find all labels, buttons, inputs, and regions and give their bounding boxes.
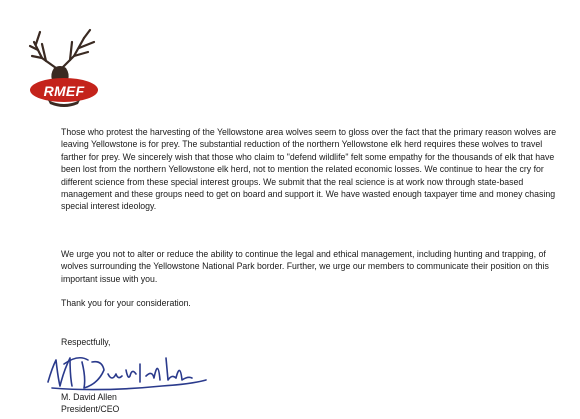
- rmef-logo: [28, 28, 100, 110]
- signer-name: M. David Allen: [61, 392, 117, 402]
- letter-paragraph-1: Those who protest the harvesting of the Yellowstone area wolves seem to gloss over the fact that the primary reason wolves are leaving Yellowstone is for prey. The substantial reduction of the northern Yellowstone elk herd requires these wolves to travel farther for prey. We sincerely wish that those who claim to "defend wildlife" felt some empathy for the thousands of elk that have been lost from the northern Yellowstone elk herd, not to mention the related economic losses. We continue to hear the cry for different science from these special interest groups. We submit that the real science is at work now through state-based management and these groups need to get on board and support it. We have wasted enough taxpayer time and money chasing special interest ideology.: [61, 127, 557, 212]
- closing-salutation: Respectfully,: [61, 337, 111, 347]
- logo-text: RMEF: [43, 83, 85, 99]
- handwritten-signature: [42, 348, 212, 394]
- signer-title: President/CEO: [61, 404, 120, 414]
- letter-paragraph-3: Thank you for your consideration.: [61, 298, 191, 308]
- letter-paragraph-2: We urge you not to alter or reduce the ability to continue the legal and ethical management, including hunting and trapping, of wolves surrounding the Yellowstone National Park border. Further, we urge our members to communicate their position on this important issue with you.: [61, 249, 549, 284]
